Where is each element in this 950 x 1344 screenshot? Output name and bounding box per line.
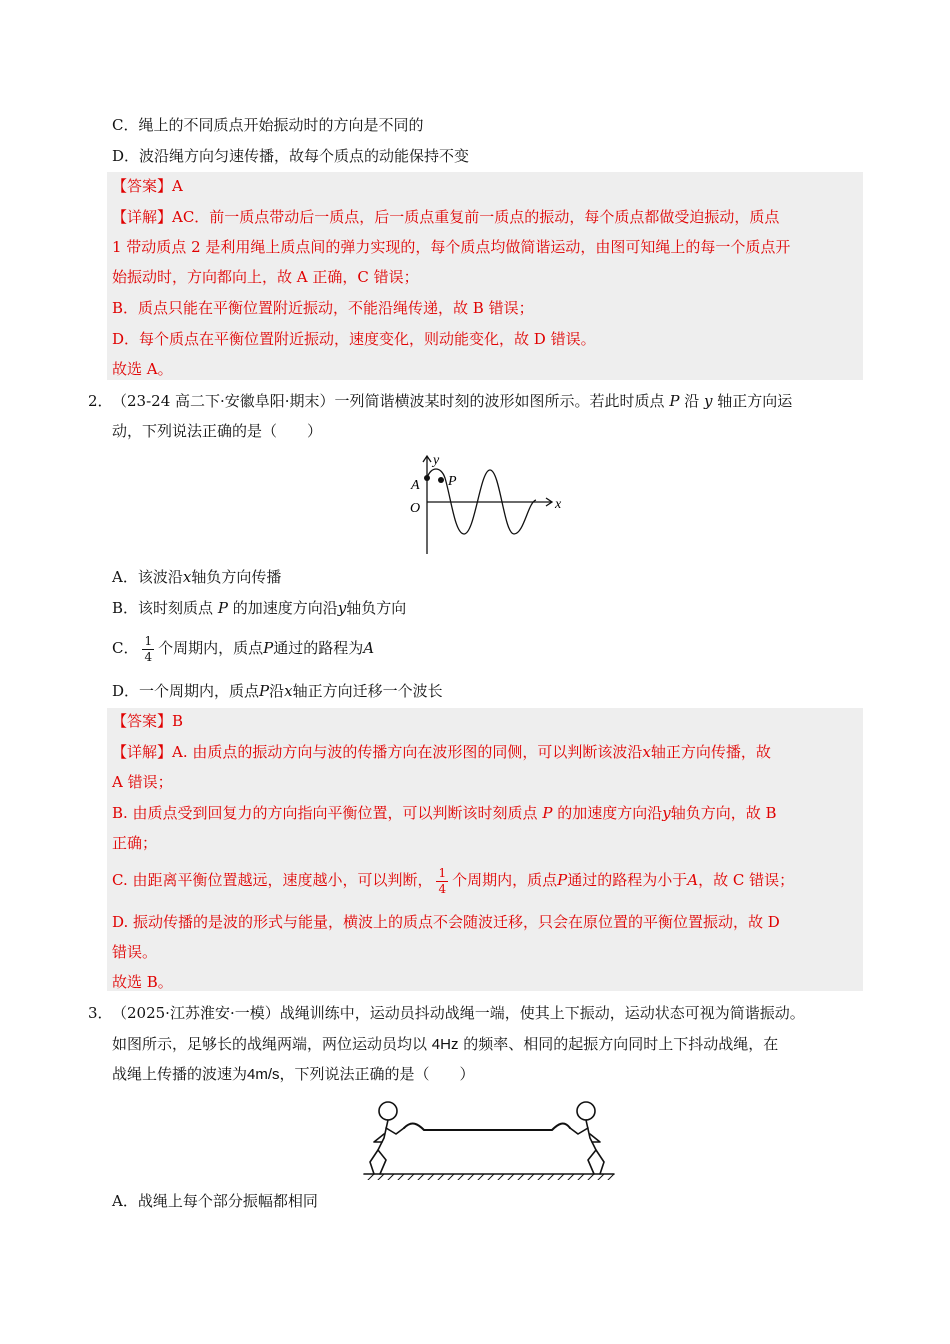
label-x: x (555, 497, 562, 512)
q2-detail-line-3: B. 由质点受到回复力的方向指向平衡位置，可以判断该时刻质点 P 的加速度方向沿y轴负方向，故 B (112, 804, 777, 822)
point-a (424, 475, 430, 481)
q1-detail-line-3: 始振动时，方向都向上，故 A 正确，C 错误； (112, 268, 419, 286)
q2-stem-line-1: （23-24 高二下·安徽阜阳·期末）一列简谐横波某时刻的波形如图所示。若此时质点 P 沿 y 轴正方向运 (112, 392, 793, 410)
q1-option-c: C．绳上的不同质点开始振动时的方向是不同的 (112, 116, 424, 134)
q1-detail-line-1: 【详解】AC．前一质点带动后一质点，后一质点重复前一质点的振动，每个质点都做受迫振动，质点 (112, 208, 780, 226)
battle-rope (404, 1124, 570, 1130)
q3-number: 3． (88, 1004, 113, 1022)
label-o: O (410, 501, 421, 516)
q1-detail-line-2: 1 带动质点 2 是利用绳上质点间的弹力实现的，每个质点均做简谐运动，由图可知绳上的每一个质点开 (112, 238, 791, 256)
q1-conclusion: 故选 A。 (112, 360, 173, 378)
q2-answer: 【答案】B (112, 712, 184, 730)
q3-stem-line-1: （2025·江苏淮安·一模）战绳训练中，运动员抖动战绳一端，使其上下振动，运动状态可视为简谐振动。 (112, 1004, 805, 1022)
left-athlete (370, 1102, 404, 1174)
q2-detail-line-5: C. 由距离平衡位置越远，速度越小，可以判断， $\frac{1}{4}$ 个周期内，质点P通过的路程为小于A，故 C 错误； (112, 865, 795, 896)
point-p (438, 477, 444, 483)
wave-figure (400, 448, 580, 560)
battle-rope-figure (360, 1098, 630, 1180)
q1-answer: 【答案】A (112, 177, 183, 195)
q2-option-d: D．一个周期内，质点P沿x轴正方向迁移一个波长 (112, 682, 443, 700)
q2-detail-line-7: 错误。 (112, 943, 158, 961)
q1-detail-line-5: D．每个质点在平衡位置附近振动，速度变化，则动能变化，故 D 错误。 (112, 330, 596, 348)
right-athlete (570, 1102, 604, 1174)
q3-stem-line-3: 战绳上传播的波速为4m/s，下列说法正确的是（ ） (112, 1065, 475, 1083)
q2-option-a: A．该波沿x轴负方向传播 (112, 568, 282, 586)
q2-detail-line-2: A 错误； (112, 773, 173, 791)
ground-hatch (368, 1174, 614, 1180)
q2-stem-line-2: 动，下列说法正确的是（ ） (112, 422, 323, 440)
fraction-quarter: $\frac{1}{4}$ (144, 633, 153, 664)
q2-detail-line-1: 【详解】A. 由质点的振动方向与波的传播方向在波形图的同侧，可以判断该波沿x轴正方向传播，故 (112, 743, 771, 761)
q2-detail-line-6: D. 振动传播的是波的形式与能量，横波上的质点不会随波迁移，只会在原位置的平衡位置振动，故 D (112, 913, 780, 931)
q2-number: 2． (88, 392, 113, 410)
q3-stem-line-2: 如图所示，足够长的战绳两端，两位运动员均以 4Hz 的频率、相同的起振方向同时上下抖动战绳，在 (112, 1035, 779, 1053)
label-a: A (411, 478, 420, 493)
fraction-quarter: $\frac{1}{4}$ (438, 865, 447, 896)
q2-conclusion: 故选 B。 (112, 973, 173, 991)
q3-option-a: A．战绳上每个部分振幅都相同 (112, 1192, 318, 1210)
q2-detail-line-4: 正确； (112, 834, 158, 852)
label-p: P (448, 474, 457, 489)
label-y: y (433, 453, 440, 468)
q1-option-d: D．波沿绳方向匀速传播，故每个质点的动能保持不变 (112, 147, 470, 165)
q1-detail-line-4: B．质点只能在平衡位置附近振动，不能沿绳传递，故 B 错误； (112, 299, 534, 317)
q2-option-b: B．该时刻质点 P 的加速度方向沿y轴负方向 (112, 599, 407, 617)
q2-option-c: C． $\frac{1}{4}$ 个周期内，质点P通过的路程为A (112, 633, 375, 664)
